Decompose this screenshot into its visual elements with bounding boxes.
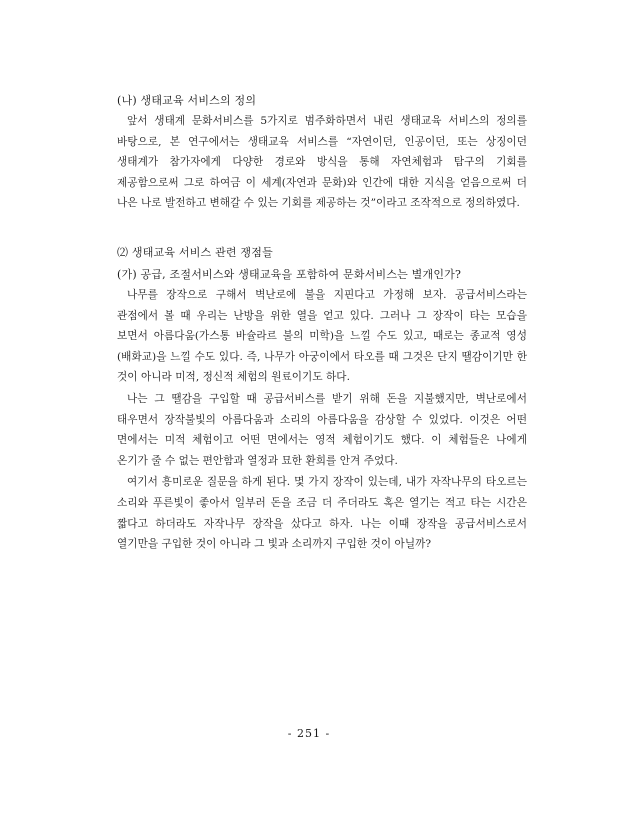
subsection-heading-services: (가) 공급, 조절서비스와 생태교육을 포함하여 문화서비스는 별개인가? [117,267,462,281]
section-heading-issues: ⑵ 생태교육 서비스 관련 쟁점들 [117,245,273,259]
paragraph-firewood: 나무를 장작으로 구해서 벽난로에 불을 지핀다고 가정해 보자. 공급서비스라는 관점에서 볼 때 우리는 난방을 위한 열을 얻고 있다. 그러나 그 장작이 타는 모습을 보면서 아름다움(가스통 바슐라르 불의 미학)을 느낄 수도 있고, 때로는 종교적 영성(배화교)을 느낄 수도 있다. 즉, 나무가 아궁이에서 타오를 때 그것은 단지 땔감이기만 한 것이 아니라 미적, 정신적 체험의 원료이기도 하다. [117,288,527,384]
paragraph-question: 여기서 흥미로운 질문을 하게 된다. 몇 가지 장작이 있는데, 내가 자작나무의 타오르는 소리와 푸른빛이 좋아서 일부러 돈을 조금 더 주더라도 혹은 열기는 적고 타는 시간은 짧다고 하더라도 자작나무 장작을 샀다고 하자. 나는 이때 장작을 공급서비스로서 열기만을 구입한 것이 아니라 그 빛과 소리까지 구입한 것이 아닐까? [117,476,527,551]
paragraph-experience: 나는 그 땔감을 구입할 때 공급서비스를 받기 위해 돈을 지불했지만, 벽난로에서 태우면서 장작불빛의 아름다움과 소리의 아름다움을 감상할 수 있었다. 이것은 어떤 면에서는 미적 체험이고 어떤 면에서는 영적 체험이기도 했다. 이 체험들은 나에게 온기가 줄 수 없는 편안함과 열정과 묘한 환희를 안겨 주었다. [117,392,527,467]
page-number: - 251 - [287,727,331,740]
paragraph-definition: 앞서 생태계 문화서비스를 5가지로 범주화하면서 내린 생태교육 서비스의 정의를 바탕으로, 본 연구에서는 생태교육 서비스를 “자연이던, 인공이던, 또는 상징이던 생태계가 참가자에게 다양한 경로와 방식을 통해 자연체험과 탐구의 기회를 제공함으로써 그로 하여금 이 세계(자연과 문화)와 인간에 대한 지식을 얻음으로써 더 나은 나로 발전하고 변해갈 수 있는 기회를 제공하는 것”이라고 조작적으로 정의하였다. [117,115,527,210]
document-body [117,90,527,556]
section-heading-definition: (나) 생태교육 서비스의 정의 [117,94,257,107]
